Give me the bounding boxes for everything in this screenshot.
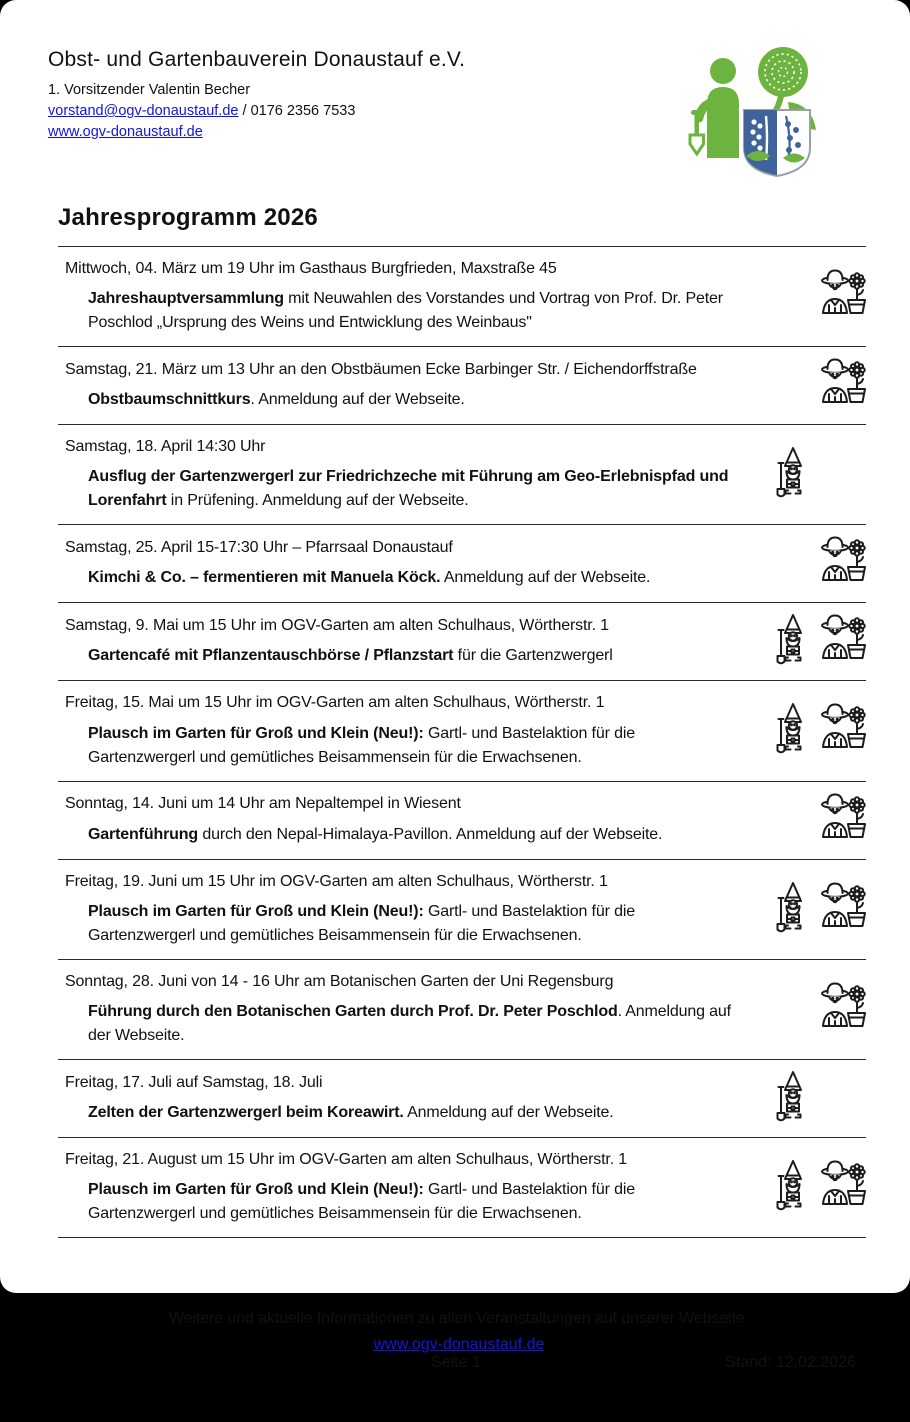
event-icons — [758, 268, 866, 324]
contact-line — [48, 103, 465, 119]
event-date: Freitag, 21. August um 15 Uhr im OGV-Garten am alten Schulhaus, Wörtherstr. 1 — [65, 1150, 628, 1168]
event-title-bold: Führung durch den Botanischen Garten durch Prof. Dr. Peter Poschlod — [88, 1002, 618, 1020]
event-title-bold: Zelten der Gartenzwergerl beim Koreawirt. — [88, 1104, 404, 1122]
gnome-icon — [774, 1070, 808, 1126]
event-description — [88, 1178, 736, 1226]
event-text — [58, 435, 758, 513]
event-date: Samstag, 9. Mai um 15 Uhr im OGV-Garten am alten Schulhaus, Wörtherstr. 1 — [65, 617, 609, 635]
event-text — [58, 257, 758, 335]
footer-bottom — [48, 1354, 870, 1422]
page-number: Seite 1 — [431, 1354, 481, 1372]
footer-website-link[interactable]: www.ogv-donaustauf.de — [373, 1336, 545, 1354]
event-icons — [758, 357, 866, 413]
event-icons — [758, 702, 866, 758]
gnome-icon — [774, 702, 808, 758]
event-icons — [758, 1159, 866, 1215]
event-date: Sonntag, 28. Juni von 14 - 16 Uhr am Botanischen Garten der Uni Regensburg — [65, 972, 614, 990]
event-title-bold: Ausflug der Gartenzwergerl zur Friedrichzeche mit Führung am Geo-Erlebnispfad und Lorenfahrt — [88, 468, 729, 510]
event-title-bold: Plausch im Garten für Groß und Klein (Neu!): — [88, 1181, 424, 1199]
event-rest: durch den Nepal-Himalaya-Pavillon. Anmeldung auf der Webseite. — [198, 825, 663, 843]
event-text — [58, 536, 758, 590]
header-text — [48, 40, 465, 145]
event-icons — [758, 981, 866, 1037]
gnome-icon — [774, 446, 808, 502]
event-rest: mit Neuwahlen des Vorstandes und Vortrag von Prof. Dr. Peter Poschlod „Ursprung des Weins und Entwicklung des Weinbaus" — [88, 290, 723, 332]
gardener-icon — [818, 881, 866, 937]
club-logo-icon — [682, 40, 854, 178]
event-row — [58, 247, 866, 347]
chairman-line: 1. Vorsitzender Valentin Becher — [48, 82, 251, 98]
event-description — [88, 900, 736, 948]
event-row — [58, 525, 866, 603]
event-row — [58, 681, 866, 781]
event-text — [58, 792, 758, 846]
gardener-icon — [818, 702, 866, 758]
event-text — [58, 691, 758, 769]
event-date: Freitag, 19. Juni um 15 Uhr im OGV-Garten am alten Schulhaus, Wörtherstr. 1 — [65, 872, 608, 890]
event-date: Mittwoch, 04. März um 19 Uhr im Gasthaus Burgfrieden, Maxstraße 45 — [65, 260, 557, 277]
event-icons — [758, 1070, 866, 1126]
event-date: Sonntag, 14. Juni um 14 Uhr am Nepaltempel in Wiesent — [65, 795, 461, 813]
event-row — [58, 782, 866, 860]
event-text — [58, 970, 758, 1048]
gnome-icon — [774, 1159, 808, 1215]
event-rest: Gartl- und Bastelaktion für die Gartenzwergerl und gemütliches Beisammensein für die Erwachsenen. — [88, 724, 635, 766]
event-rest: Gartl- und Bastelaktion für die Gartenzwergerl und gemütliches Beisammensein für die Erwachsenen. — [88, 902, 635, 944]
event-row — [58, 1138, 866, 1238]
event-row — [58, 960, 866, 1060]
icon-spacer — [818, 1070, 866, 1126]
event-description — [88, 644, 736, 668]
event-text — [58, 614, 758, 668]
event-date: Samstag, 18. April 14:30 Uhr — [65, 438, 266, 456]
event-rest: Anmeldung auf der Webseite. — [440, 569, 651, 587]
event-description — [88, 287, 736, 335]
event-title-bold: Jahreshauptversammlung — [88, 290, 284, 308]
footer-info: Weitere und aktuelle Informationen zu allen Veranstaltungen auf unserer Webseite: — [168, 1310, 750, 1328]
event-description — [88, 1101, 736, 1125]
event-title-bold: Gartencafé mit Pflanzentauschbörse / Pflanzstart — [88, 647, 454, 665]
event-row — [58, 603, 866, 681]
stand-date: Stand: 12.02.2026 — [725, 1354, 856, 1372]
event-row — [58, 860, 866, 960]
event-rest: für die Gartenzwergerl — [453, 647, 613, 665]
gnome-icon — [774, 613, 808, 669]
gardener-icon — [818, 981, 866, 1037]
phone-number: 0176 2356 7533 — [250, 103, 356, 119]
gardener-icon — [818, 535, 866, 591]
event-rest: Gartl- und Bastelaktion für die Gartenzwergerl und gemütliches Beisammensein für die Erwachsenen. — [88, 1181, 635, 1223]
event-title-bold: Plausch im Garten für Groß und Klein (Neu!): — [88, 902, 424, 920]
event-title-bold: Kimchi & Co. – fermentieren mit Manuela Köck. — [88, 569, 441, 587]
event-description — [88, 388, 736, 412]
event-title-bold: Obstbaumschnittkurs — [88, 391, 251, 409]
footer-website-line — [48, 1336, 870, 1354]
event-row — [58, 1060, 866, 1138]
event-rest: . Anmeldung auf der Webseite. — [250, 391, 465, 409]
page-title: Jahresprogramm 2026 — [58, 204, 318, 231]
gardener-icon — [818, 1159, 866, 1215]
gnome-icon — [774, 881, 808, 937]
event-icons — [758, 535, 866, 591]
event-text — [58, 1148, 758, 1226]
header — [48, 40, 870, 178]
gardener-icon — [818, 613, 866, 669]
gardener-icon — [818, 792, 866, 848]
icon-spacer — [818, 446, 866, 502]
event-description — [88, 566, 736, 590]
event-description — [88, 722, 736, 770]
event-text — [58, 358, 758, 412]
website-link[interactable]: www.ogv-donaustauf.de — [48, 124, 203, 140]
contact-separator: / — [238, 103, 251, 119]
website-line — [48, 124, 465, 140]
event-date: Freitag, 17. Juli auf Samstag, 18. Juli — [65, 1073, 323, 1091]
event-date: Samstag, 25. April 15-17:30 Uhr – Pfarrsaal Donaustauf — [65, 539, 453, 557]
gardener-icon — [818, 357, 866, 413]
events-list — [58, 247, 866, 1238]
email-link[interactable]: vorstand@ogv-donaustauf.de — [48, 103, 239, 119]
event-icons — [758, 446, 866, 502]
event-title-bold: Gartenführung — [88, 825, 199, 843]
event-icons — [758, 881, 866, 937]
event-text — [58, 1071, 758, 1125]
event-description — [88, 1000, 736, 1048]
event-rest: . Anmeldung auf der Webseite. — [88, 1002, 731, 1044]
event-rest: Anmeldung auf der Webseite. — [403, 1104, 614, 1122]
gardener-icon — [818, 268, 866, 324]
event-icons — [758, 613, 866, 669]
event-title-bold: Plausch im Garten für Groß und Klein (Neu!): — [88, 724, 424, 742]
event-row — [58, 347, 866, 425]
event-date: Freitag, 15. Mai um 15 Uhr im OGV-Garten am alten Schulhaus, Wörtherstr. 1 — [65, 694, 605, 712]
org-name: Obst- und Gartenbauverein Donaustauf e.V. — [48, 48, 466, 71]
event-description — [88, 465, 736, 513]
event-row — [58, 425, 866, 525]
event-description — [88, 823, 736, 847]
event-date: Samstag, 21. März um 13 Uhr an den Obstbäumen Ecke Barbinger Str. / Eichendorffstraße — [65, 361, 697, 379]
event-rest: in Prüfening. Anmeldung auf der Webseite. — [166, 492, 469, 510]
event-text — [58, 870, 758, 948]
event-icons — [758, 792, 866, 848]
